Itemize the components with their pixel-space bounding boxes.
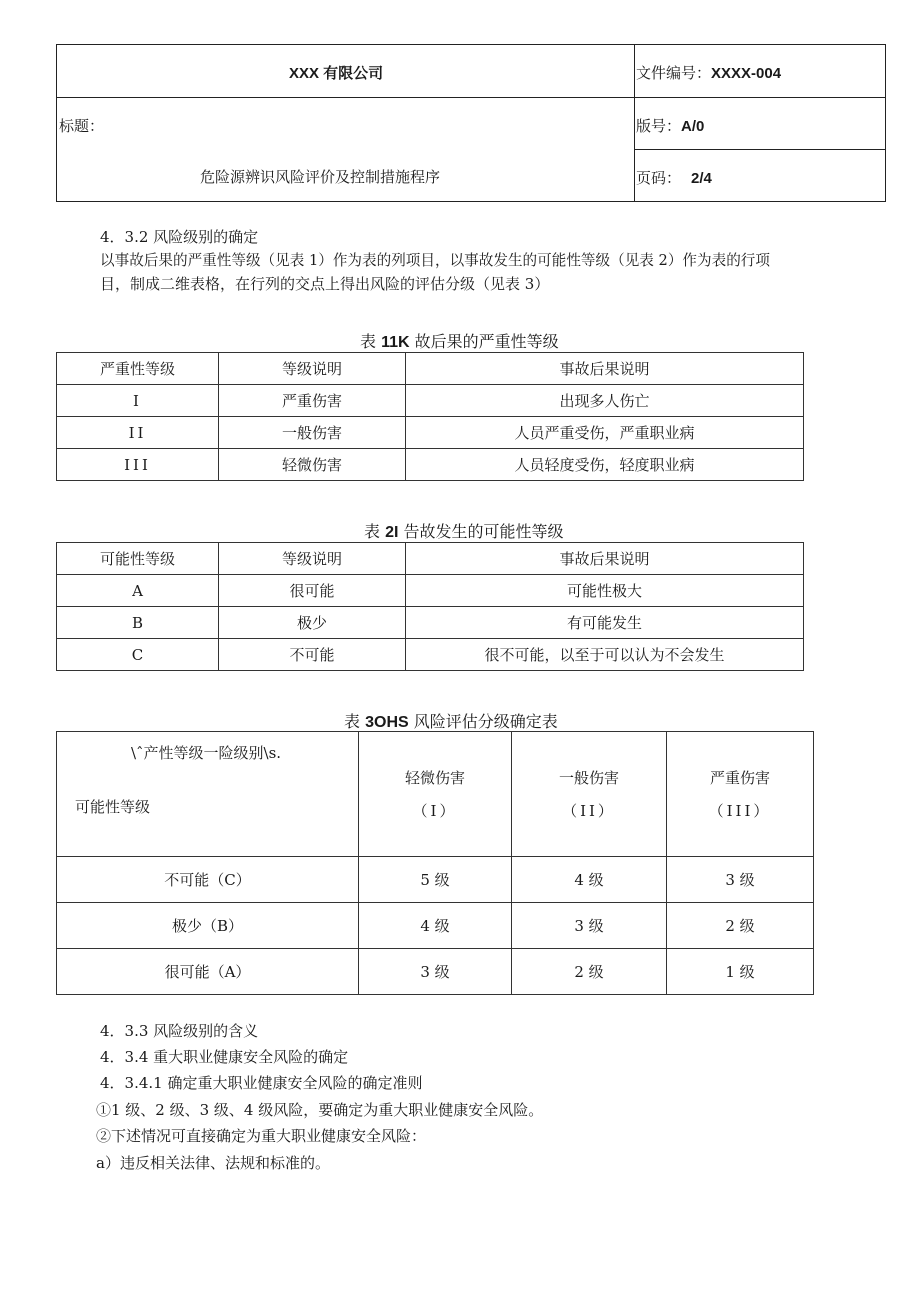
document-header: [56, 44, 886, 202]
table-header-cell: 事故后果说明: [406, 543, 804, 575]
table-row: [57, 385, 804, 417]
table-row: [57, 857, 814, 903]
header-divider: [634, 45, 635, 201]
table-cell: 1 级: [667, 949, 814, 995]
table-cell: 4 级: [359, 903, 512, 949]
table-cell: III: [57, 449, 219, 481]
table-cell: II: [57, 417, 219, 449]
corner-bottom-label: 可能性等级: [75, 798, 151, 816]
table-cell: 严重伤害: [219, 385, 406, 417]
table-header-cell: 严重伤害 （III）: [667, 732, 814, 857]
table3-caption: 表 3OHS 风险评估分级确定表: [344, 712, 558, 731]
table-cell: 2 级: [667, 903, 814, 949]
table-cell: 出现多人伤亡: [406, 385, 804, 417]
table-header-cell: 轻微伤害 （I）: [359, 732, 512, 857]
table1-caption: 表 11K 故后果的严重性等级: [360, 332, 559, 351]
criteria-item-1: ①1 级、2 级、3 级、4 级风险，要确定为重大职业健康安全风险。: [96, 1101, 544, 1119]
table-cell: 3 级: [512, 903, 667, 949]
table-cell: 不可能: [219, 639, 406, 671]
table-header-row: [57, 543, 804, 575]
table-header-cell: 等级说明: [219, 543, 406, 575]
criteria-item-a: a）违反相关法律、法规和标准的。: [96, 1154, 330, 1172]
section-4341-heading: 4．3.4.1 确定重大职业健康安全风险的确定准则: [100, 1074, 423, 1092]
section-432-text-line2: 目，制成二维表格，在行列的交点上得出风险的评估分级（见表 3）: [100, 275, 550, 293]
table-row: [57, 575, 804, 607]
risk-matrix-table: [56, 731, 814, 995]
row-label-cell: 极少（B）: [57, 903, 359, 949]
table-cell: 很不可能，以至于可以认为不会发生: [406, 639, 804, 671]
section-432-text-line1: 以事故后果的严重性等级（见表 1）作为表的列项目，以事故发生的可能性等级（见表 2）作为表的行项: [100, 252, 770, 269]
table-cell: B: [57, 607, 219, 639]
title-label: 标题：: [59, 117, 105, 135]
row-label-cell: 不可能（C）: [57, 857, 359, 903]
table-row: [57, 903, 814, 949]
page-number: 页码： 2/4: [636, 169, 712, 187]
criteria-item-2: ②下述情况可直接确定为重大职业健康安全风险：: [96, 1127, 427, 1145]
table-cell: 2 级: [512, 949, 667, 995]
table-header-row: [57, 732, 814, 857]
version: 版号：A/0: [636, 117, 705, 135]
header-row-line: [634, 149, 885, 150]
document-title: 危险源辨识风险评价及控制措施程序: [200, 168, 441, 186]
table-cell: C: [57, 639, 219, 671]
company-name: XXX 有限公司: [289, 65, 384, 82]
section-434-heading: 4．3.4 重大职业健康安全风险的确定: [100, 1048, 349, 1066]
table-row: [57, 607, 804, 639]
corner-top-label: \ˆ产性等级一险级别\s.: [131, 744, 282, 762]
table-cell: 轻微伤害: [219, 449, 406, 481]
table-cell: 人员轻度受伤，轻度职业病: [406, 449, 804, 481]
table-header-cell: 事故后果说明: [406, 353, 804, 385]
table-cell: A: [57, 575, 219, 607]
table-header-cell: 可能性等级: [57, 543, 219, 575]
doc-number: 文件编号：XXXX-004: [636, 64, 782, 82]
section-433-heading: 4．3.3 风险级别的含义: [100, 1022, 259, 1040]
table-cell: 5 级: [359, 857, 512, 903]
table-row: [57, 949, 814, 995]
likelihood-table: [56, 542, 804, 671]
table-cell: 极少: [219, 607, 406, 639]
section-432-heading: 4．3.2 风险级别的确定: [100, 228, 259, 246]
table-header-cell: 一般伤害 （II）: [512, 732, 667, 857]
table-header-cell: 严重性等级: [57, 353, 219, 385]
table2-caption: 表 2I 告故发生的可能性等级: [364, 522, 564, 541]
table-cell: 一般伤害: [219, 417, 406, 449]
table-cell: 3 级: [359, 949, 512, 995]
severity-table: [56, 352, 804, 481]
table-cell: 有可能发生: [406, 607, 804, 639]
matrix-corner-cell: [57, 732, 359, 857]
table-row: [57, 449, 804, 481]
table-header-row: [57, 353, 804, 385]
table-cell: 3 级: [667, 857, 814, 903]
table-cell: 4 级: [512, 857, 667, 903]
table-cell: 很可能: [219, 575, 406, 607]
row-label-cell: 很可能（A）: [57, 949, 359, 995]
table-cell: I: [57, 385, 219, 417]
table-header-cell: 等级说明: [219, 353, 406, 385]
table-row: [57, 639, 804, 671]
table-row: [57, 417, 804, 449]
table-cell: 人员严重受伤，严重职业病: [406, 417, 804, 449]
header-row-line: [57, 97, 885, 98]
table-cell: 可能性极大: [406, 575, 804, 607]
